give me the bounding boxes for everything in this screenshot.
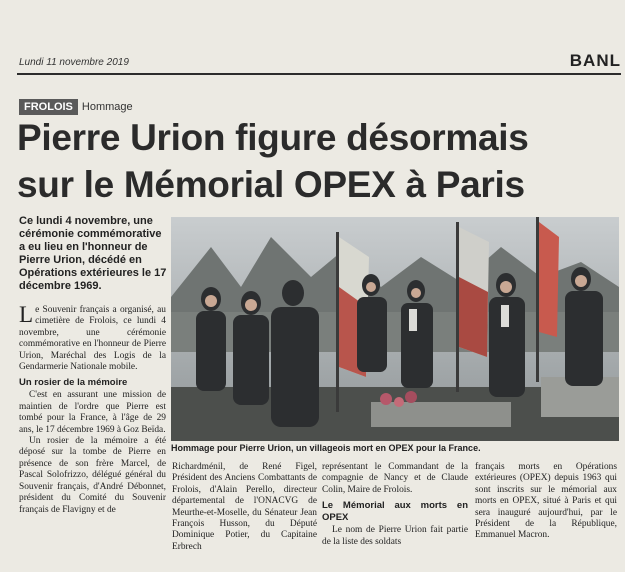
subhead-memorial: Le Mémorial aux morts en OPEX: [322, 500, 468, 524]
issue-date: Lundi 11 novembre 2019: [19, 57, 129, 68]
photo-caption: Hommage pour Pierre Urion, un villageois mort en OPEX pour la France.: [171, 443, 481, 453]
article-column-3: [322, 462, 468, 548]
drop-cap: L: [19, 302, 34, 327]
rubric-label: Hommage: [81, 101, 133, 113]
paragraph-1: [19, 302, 166, 373]
kicker: [19, 99, 133, 115]
paragraph-3: Un rosier de la mémoire a été déposé sur la tombe de Pierre en présence de son frère Marcel, de Pascal Solofrizzo, délégué général du Souvenir français, d'André Débonnet, président du Comité du Souvenir français de Flavigny et de: [19, 436, 166, 515]
header-rule: [17, 73, 621, 75]
section-title: BANL: [569, 51, 621, 70]
paragraph-4: Richardménil, de René Figel, Président des Anciens Combattants de Frolois, d'Alain Perello, directeur départemental de l'ONACVG de Meurthe-et-Moselle, du Sénateur Jean François Husson, du Député Dominique Potier, du Capitaine Erbrech: [172, 462, 317, 552]
ceremony-photo-illustration: [171, 217, 619, 441]
article-column-4: [475, 462, 617, 542]
headline-line-1: Pierre Urion figure désormais: [17, 117, 529, 158]
location-tag: FROLOIS: [19, 99, 78, 115]
ceremony-photo: [171, 217, 619, 441]
headline-line-2: sur le Mémorial OPEX à Paris: [17, 164, 525, 205]
subhead-rosier: Un rosier de la mémoire: [19, 377, 128, 389]
article-column-1: [19, 302, 166, 516]
paragraph-6: Le nom de Pierre Urion fait partie de la liste des soldats: [322, 525, 468, 547]
paragraph-5: représentant le Commandant de la compagnie de Nancy et de Claude Colin, Maire de Frolois.: [322, 462, 468, 495]
lead-paragraph: Ce lundi 4 novembre, une cérémonie commémorative a eu lieu en l'honneur de Pierre Urion, décédé en Opérations extérieures le 17 décembre 1969.: [19, 215, 167, 292]
headline: [17, 114, 621, 208]
paragraph-7: français morts en Opérations extérieures (OPEX) depuis 1963 qui sont inscrits sur le mémorial aux morts en OPEX, situé à Paris et qui sera inauguré aujourd'hui, par le Président de la République, Emmanuel Macron.: [475, 462, 617, 541]
article-column-2: [172, 462, 317, 553]
paragraph-1-text: e Souvenir français a organisé, au cimetière de Frolois, ce lundi 4 novembre, une cérémonie commémorative en l'honneur de Pierre Urion, Maréchal des Logis de la Gendarmerie Nationale mobile.: [19, 305, 166, 373]
paragraph-2: C'est en assurant une mission de maintien de l'ordre que Pierre est tombé pour la France, à l'âge de 29 ans, le 17 décembre 1969 à Goz Beïda.: [19, 390, 166, 435]
